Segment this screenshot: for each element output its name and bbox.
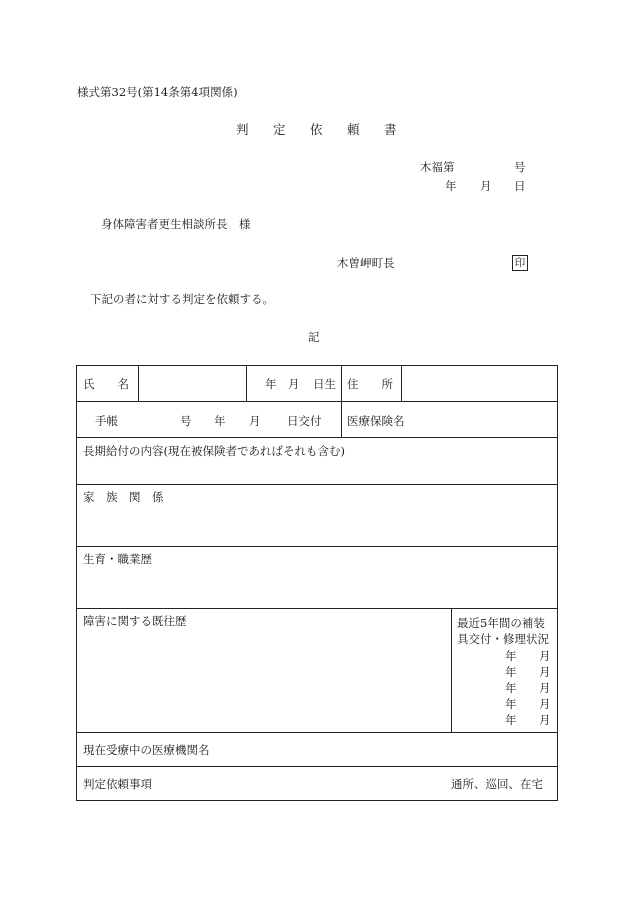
request-items-label: 判定依頼事項 xyxy=(83,777,152,791)
ki-heading: 記 xyxy=(308,330,320,344)
name-label: 氏 名 xyxy=(83,377,129,391)
request-options: 通所、巡回、在宅 xyxy=(451,777,543,791)
name-field[interactable] xyxy=(139,366,247,402)
request-form-table xyxy=(76,365,558,801)
sender: 木曽岬町長 xyxy=(337,256,395,270)
title-char: 判 xyxy=(236,122,249,137)
family-field[interactable] xyxy=(77,485,558,547)
document-title xyxy=(236,120,421,138)
equipment-month-label: 月 xyxy=(539,697,551,711)
equipment-year-label: 年 xyxy=(505,697,517,711)
seal-mark: 印 xyxy=(512,255,528,271)
title-char: 定 xyxy=(273,122,286,137)
table-row xyxy=(77,733,558,767)
handbook-number-label: 号 xyxy=(180,414,192,428)
form-number: 様式第32号(第14条第4項関係) xyxy=(77,85,238,99)
title-char: 頼 xyxy=(347,122,360,137)
birth-day-label: 日生 xyxy=(313,377,336,391)
table-row xyxy=(77,438,558,485)
ref-number-prefix: 木福第 xyxy=(420,160,455,174)
ref-number-suffix: 号 xyxy=(514,160,526,174)
long-term-benefit-field[interactable] xyxy=(77,438,558,485)
table-row xyxy=(77,767,558,801)
handbook-label: 手帳 xyxy=(95,414,118,428)
table-row xyxy=(77,547,558,609)
birth-year-label: 年 xyxy=(265,377,277,391)
family-label: 家 族 関 係 xyxy=(83,490,164,504)
equipment-year-label: 年 xyxy=(505,665,517,679)
request-text: 下記の者に対する判定を依頼する。 xyxy=(90,292,274,306)
current-medical-field[interactable] xyxy=(77,733,558,767)
date-day: 日 xyxy=(514,179,526,193)
equipment-year-label: 年 xyxy=(505,713,517,727)
disability-history-label: 障害に関する既往歴 xyxy=(83,614,187,628)
address-label: 住 所 xyxy=(347,377,393,391)
career-field[interactable] xyxy=(77,547,558,609)
table-row xyxy=(77,609,558,733)
current-medical-label: 現在受療中の医療機関名 xyxy=(83,743,210,757)
birthdate-field[interactable] xyxy=(247,366,342,402)
handbook-field[interactable] xyxy=(77,402,342,438)
title-char: 依 xyxy=(310,122,323,137)
equipment-year-label: 年 xyxy=(505,649,517,663)
equipment-month-label: 月 xyxy=(539,713,551,727)
equipment-status-cell[interactable] xyxy=(452,609,558,733)
table-row xyxy=(77,366,558,402)
handbook-year-label: 年 xyxy=(214,414,226,428)
addressee: 身体障害者更生相談所長 様 xyxy=(101,217,251,231)
handbook-month-label: 月 xyxy=(249,414,261,428)
date-month: 月 xyxy=(480,179,492,193)
title-char: 書 xyxy=(384,122,397,137)
career-label: 生育・職業歴 xyxy=(83,552,152,566)
handbook-issued-label: 日交付 xyxy=(287,414,322,428)
disability-history-field[interactable] xyxy=(77,609,452,733)
equipment-month-label: 月 xyxy=(539,665,551,679)
insurance-field[interactable] xyxy=(342,402,558,438)
name-label-cell xyxy=(77,366,139,402)
table-row xyxy=(77,485,558,547)
equipment-month-label: 月 xyxy=(539,681,551,695)
long-term-benefit-label: 長期給付の内容(現在被保険者であればそれも含む) xyxy=(83,444,345,458)
equipment-title-line1: 最近5年間の補装 xyxy=(457,616,545,630)
insurance-label: 医療保険名 xyxy=(347,414,405,428)
equipment-year-label: 年 xyxy=(505,681,517,695)
address-label-cell xyxy=(342,366,402,402)
address-field[interactable] xyxy=(402,366,558,402)
equipment-month-label: 月 xyxy=(539,649,551,663)
equipment-title-line2: 具交付・修理状況 xyxy=(457,632,549,646)
date-year: 年 xyxy=(445,179,457,193)
table-row xyxy=(77,402,558,438)
request-items-field[interactable] xyxy=(77,767,558,801)
birth-month-label: 月 xyxy=(288,377,300,391)
